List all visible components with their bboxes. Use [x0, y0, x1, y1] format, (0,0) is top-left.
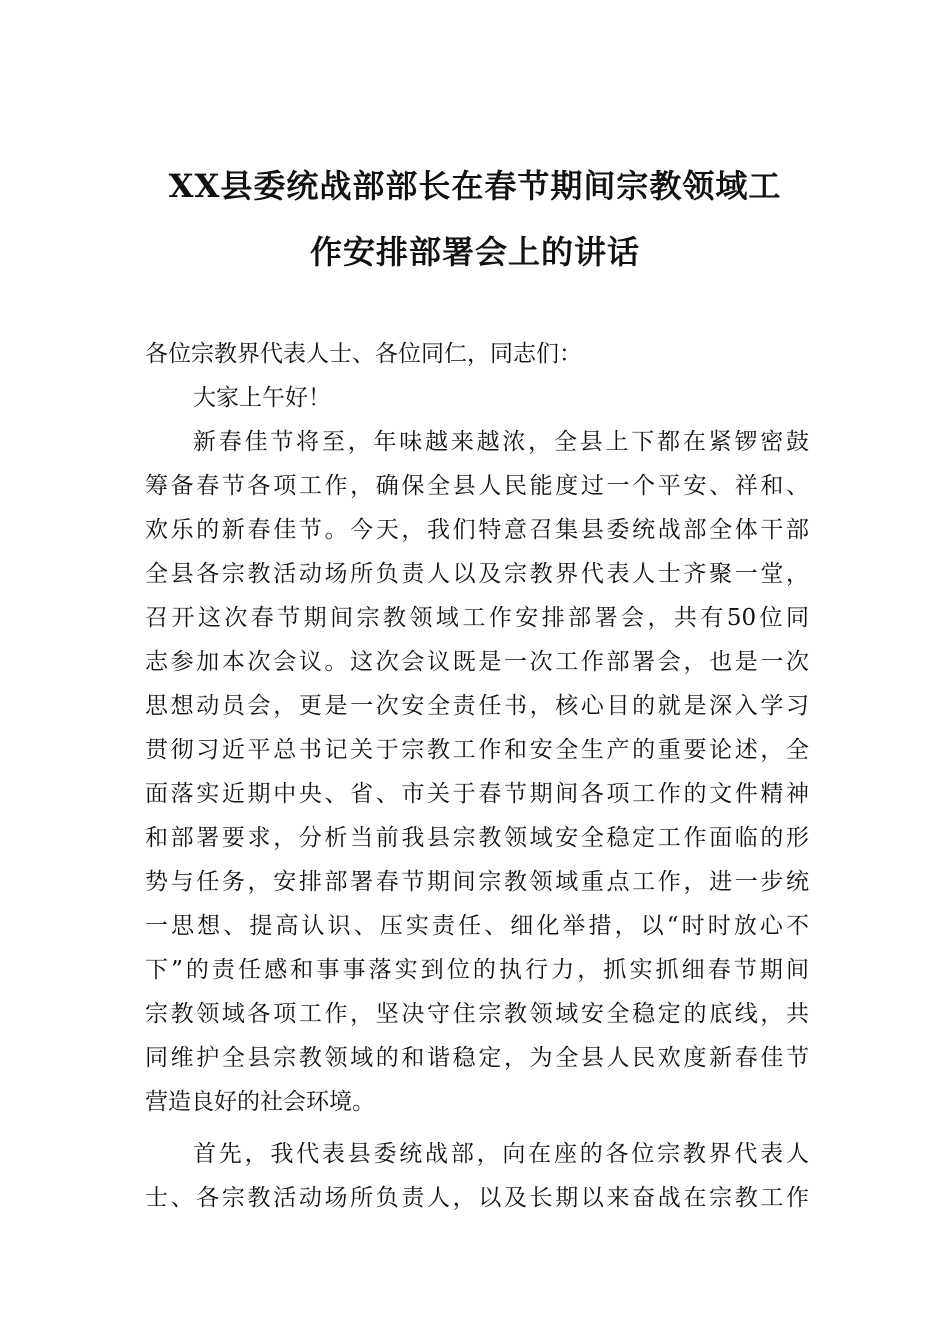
- text-line: 一思想、提高认识、压实责任、细化举措，以“时时放心不: [145, 913, 809, 939]
- greeting: 大家上午好！: [193, 385, 331, 411]
- text-line: 志参加本次会议。这次会议既是一次工作部署会，也是一次: [145, 649, 809, 675]
- paragraph-1: [145, 420, 809, 1124]
- paragraph-2: [145, 1132, 809, 1220]
- document-title-line-2: 作安排部署会上的讲话: [309, 233, 640, 271]
- text-line: 营造良好的社会环境。: [145, 1089, 375, 1115]
- text-line: 思想动员会，更是一次安全责任书，核心目的就是深入学习: [145, 693, 809, 719]
- document-body: [145, 332, 809, 1220]
- text-line: 欢乐的新春佳节。今天，我们特意召集县委统战部全体干部: [145, 517, 809, 543]
- text-line: 新春佳节将至，年味越来越浓，全县上下都在紧锣密鼓: [193, 429, 809, 455]
- text-line: 筹备春节各项工作，确保全县人民能度过一个平安、祥和、: [145, 473, 809, 499]
- text-line: 下”的责任感和事事落实到位的执行力，抓实抓细春节期间: [145, 957, 809, 983]
- text-line: 贯彻习近平总书记关于宗教工作和安全生产的重要论述，全: [145, 737, 809, 763]
- text-line: 首先，我代表县委统战部，向在座的各位宗教界代表人: [193, 1141, 809, 1167]
- text-line: 面落实近期中央、省、市关于春节期间各项工作的文件精神: [145, 781, 809, 807]
- text-line: 宗教领域各项工作，坚决守住宗教领域安全稳定的底线，共: [145, 1001, 809, 1027]
- text-line: 同维护全县宗教领域的和谐稳定，为全县人民欢度新春佳节: [145, 1045, 809, 1071]
- text-line: 和部署要求，分析当前我县宗教领域安全稳定工作面临的形: [145, 825, 809, 851]
- text-line: 士、各宗教活动场所负责人，以及长期以来奋战在宗教工作: [145, 1185, 809, 1211]
- text-line: 势与任务，安排部署春节期间宗教领域重点工作，进一步统: [145, 869, 809, 895]
- text-line: 全县各宗教活动场所负责人以及宗教界代表人士齐聚一堂，: [145, 561, 809, 587]
- salutation: 各位宗教界代表人士、各位同仁，同志们：: [145, 341, 582, 367]
- document-title-line-1: XX县委统战部部长在春节期间宗教领域工: [168, 167, 782, 205]
- text-line: 召开这次春节期间宗教领域工作安排部署会，共有50位同: [145, 605, 809, 631]
